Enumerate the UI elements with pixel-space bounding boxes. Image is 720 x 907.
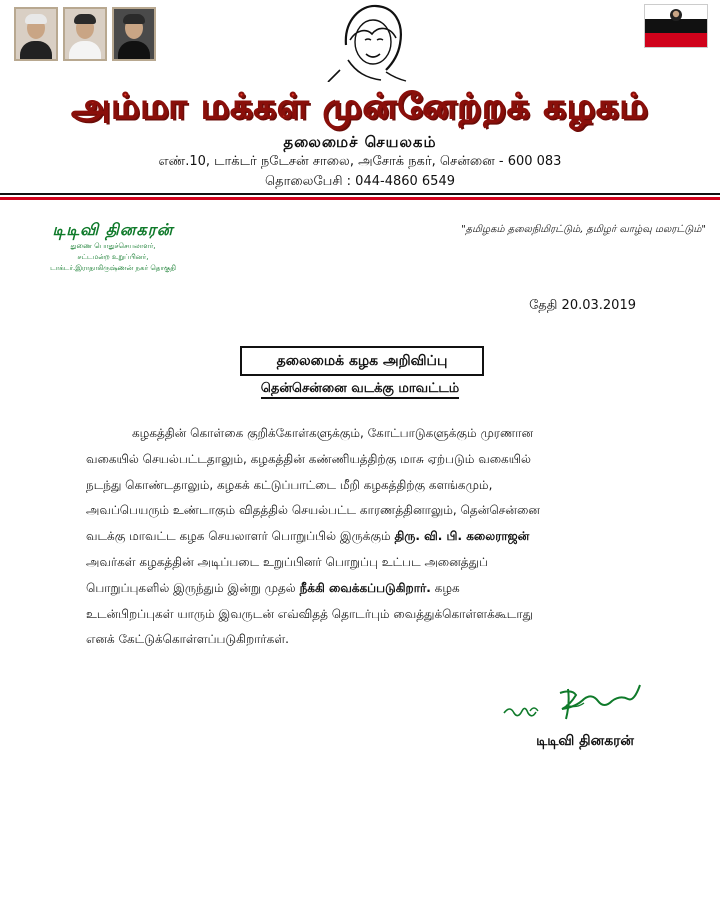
hq-address: எண்.10, டாக்டர் நடேசன் சாலை, அசோக் நகர், சென்னை - 600 083 <box>158 154 562 169</box>
portrait-image <box>14 7 58 61</box>
notice-body <box>86 421 646 653</box>
hq-phone: தொலைபேசி : 044-4860 6549 <box>264 174 455 189</box>
body-text-segment: பொறுப்புகளில் இருந்தும் இன்று முதல் <box>86 580 300 595</box>
body-line <box>86 524 646 550</box>
slogan-text: "தமிழகம் தலைநிமிரட்டும், தமிழர் வாழ்வு மலரட்டும்" <box>461 224 706 235</box>
sender-role-line: துணை பொதுச்செயலாளர், <box>70 242 156 250</box>
sender-role-line: டாக்டர்.இராதாகிருஷ்ணன் நகர் தொகுதி <box>50 264 176 272</box>
body-line: உடன்பிறப்புகள் யாரும் இவருடன் எவ்விதத் தொடர்பும் வைத்துக்கொள்ளக்கூடாது <box>86 606 534 621</box>
leader-portraits <box>14 7 156 61</box>
signatory-name: டிடிவி தினகரன் <box>536 733 634 749</box>
district-text: தென்சென்னை வடக்கு மாவட்டம் <box>261 381 460 399</box>
party-flag-icon <box>644 4 708 48</box>
body-text-segment: கழக <box>430 580 460 595</box>
hq-label: தலைமைச் செயலகம் <box>283 133 437 151</box>
district-subtitle <box>0 381 720 397</box>
portrait-image <box>112 7 156 61</box>
header-divider <box>0 193 720 195</box>
sender-block <box>18 220 208 274</box>
body-line: அவப்பெயரும் உண்டாகும் விதத்தில் செயல்பட்ட காரணத்தினாலும், தென்சென்னை <box>86 503 540 518</box>
header-divider-red <box>0 197 720 200</box>
body-line: கழகத்தின் கொள்கை குறிக்கோள்களுக்கும், கோட்பாடுகளுக்கும் முரணான <box>132 426 534 440</box>
party-name-heading: அம்மா மக்கள் முன்னேற்றக் கழகம் <box>71 86 649 127</box>
body-text-segment: வடக்கு மாவட்ட கழக செயலாளர் பொறுப்பில் இருக்கும் <box>86 529 395 544</box>
letter-date: தேதி 20.03.2019 <box>529 298 636 313</box>
body-line: எனக் கேட்டுக்கொள்ளப்படுகிறார்கள். <box>86 632 289 647</box>
handwritten-signature-image <box>500 683 660 725</box>
notice-title: தலைமைக் கழக அறிவிப்பு <box>240 346 484 376</box>
body-line: அவர்கள் கழகத்தின் அடிப்படை உறுப்பினர் பொறுப்பு உட்பட அனைத்துப் <box>86 554 488 569</box>
body-line: வகையில் செயல்பட்டதாலும், கழகத்தின் கண்ணியத்திற்கு மாசு ஏற்படும் வகையில் <box>86 451 532 466</box>
member-name: திரு. வி. பி. கலைராஜன் <box>394 529 530 544</box>
portrait-image <box>63 7 107 61</box>
body-line: நடந்து கொண்டதாலும், கழகக் கட்டுப்பாட்டை மீறி கழகத்திற்கு களங்கமும், <box>86 477 493 492</box>
body-line <box>86 576 646 602</box>
removal-statement: நீக்கி வைக்கப்படுகிறார். <box>299 580 431 595</box>
leader-sketch-image <box>326 0 416 82</box>
sender-name: டிடிவி தினகரன் <box>52 220 174 239</box>
sender-role-line: சட்டமன்ற உறுப்பினர், <box>77 253 149 261</box>
